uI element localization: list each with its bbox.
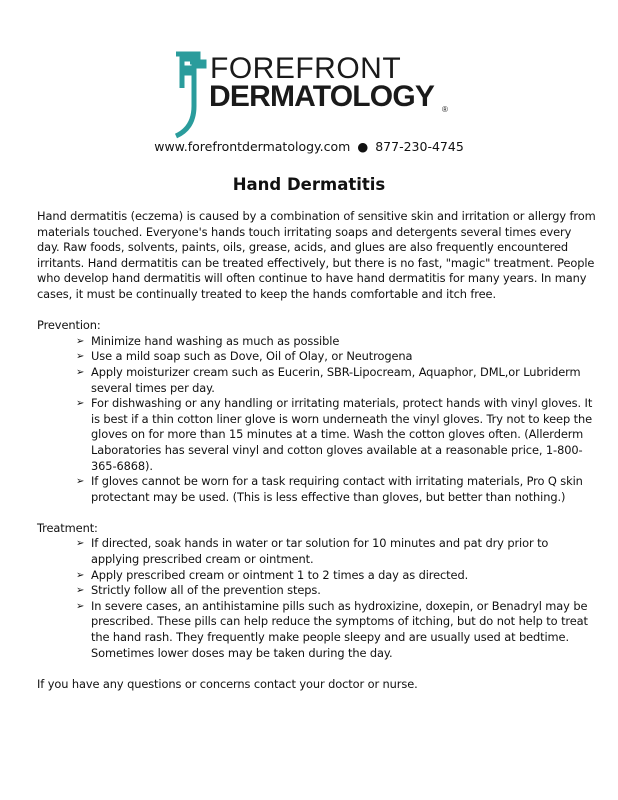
list-item: ➢ Use a mild soap such as Dove, Oil of Olay, or Neutrogena xyxy=(76,349,413,364)
phone-number: 877-230-4745 xyxy=(375,139,464,154)
treatment-list xyxy=(37,536,597,661)
intro-paragraph: Hand dermatitis (eczema) is caused by a combination of sensitive skin and irritation or allergy from materials touched. Everyone's hands touch irritating soaps and detergents several times every day. Raw foods, solvents, paints, oils, grease, acids, and glues are also frequently encountered irritants. Hand dermatitis can be treated effectively, but there is no fast, "magic" treatment. People who develop hand dermatitis will often continue to have hand dermatitis for many years. In many cases, it must be continually treated to keep the hands comfortable and itch free. xyxy=(37,209,596,301)
separator-dot: ● xyxy=(357,139,369,154)
arrowhead-bullet-icon: ➢ xyxy=(76,476,85,488)
prevention-heading: Prevention: xyxy=(37,318,101,333)
brand-name-line1: FOREFRONT xyxy=(210,52,402,85)
arrowhead-bullet-icon: ➢ xyxy=(76,600,85,612)
page-title: Hand Dermatitis xyxy=(232,175,386,194)
list-item: ➢ If gloves cannot be worn for a task requiring contact with irritating materials, Pro Q skin protectant may be used. (This is less effective than gloves, but better than nothing.) xyxy=(76,474,583,504)
brand-logo xyxy=(172,48,462,140)
list-item: ➢ In severe cases, an antihistamine pills such as hydroxizine, doxepin, or Benadryl may be prescribed. These pills can help reduce the symptoms of itching, but do not help to treat the hand rash. They frequently make people sleepy and are usually used at bedtime. Sometimes lower doses may be taken during the day. xyxy=(76,598,588,660)
list-item: ➢ Strictly follow all of the prevention steps. xyxy=(76,583,321,598)
treatment-heading: Treatment: xyxy=(37,520,98,535)
arrowhead-bullet-icon: ➢ xyxy=(76,366,85,378)
arrowhead-bullet-icon: ➢ xyxy=(76,569,85,581)
list-item: ➢ Minimize hand washing as much as possible xyxy=(76,333,340,348)
list-item: ➢ Apply moisturizer cream such as Eucerin, SBR-Lipocream, Aquaphor, DML,or Lubriderm several times per day. xyxy=(76,364,581,395)
registered-mark: ® xyxy=(442,105,448,114)
arrowhead-bullet-icon: ➢ xyxy=(76,335,85,347)
website-link[interactable]: www.forefrontdermatology.com xyxy=(154,139,351,154)
closing-paragraph: If you have any questions or concerns contact your doctor or nurse. xyxy=(37,676,418,691)
arrowhead-bullet-icon: ➢ xyxy=(76,398,85,410)
contact-line xyxy=(0,139,618,154)
ff-monogram-icon xyxy=(172,48,212,140)
arrowhead-bullet-icon: ➢ xyxy=(76,351,85,363)
arrowhead-bullet-icon: ➢ xyxy=(76,585,85,597)
list-item: ➢ For dishwashing or any handling or irritating materials, protect hands with vinyl gloves. It is best if a thin cotton liner glove is worn underneath the vinyl gloves. Try not to keep the gloves on for more than 15 minutes at a time. Wash the cotton gloves often. (Allerderm Laboratories has several vinyl and cotton gloves available at a reasonable price, 1-800-365-6868). xyxy=(76,396,593,473)
document-body xyxy=(37,209,597,692)
list-item: ➢ Apply prescribed cream or ointment 1 to 2 times a day as directed. xyxy=(76,567,469,582)
prevention-list xyxy=(37,334,597,506)
brand-name-line2: DERMATOLOGY xyxy=(209,80,435,113)
arrowhead-bullet-icon: ➢ xyxy=(76,538,85,550)
list-item: ➢ If directed, soak hands in water or tar solution for 10 minutes and pat dry prior to applying prescribed cream or ointment. xyxy=(76,536,549,567)
